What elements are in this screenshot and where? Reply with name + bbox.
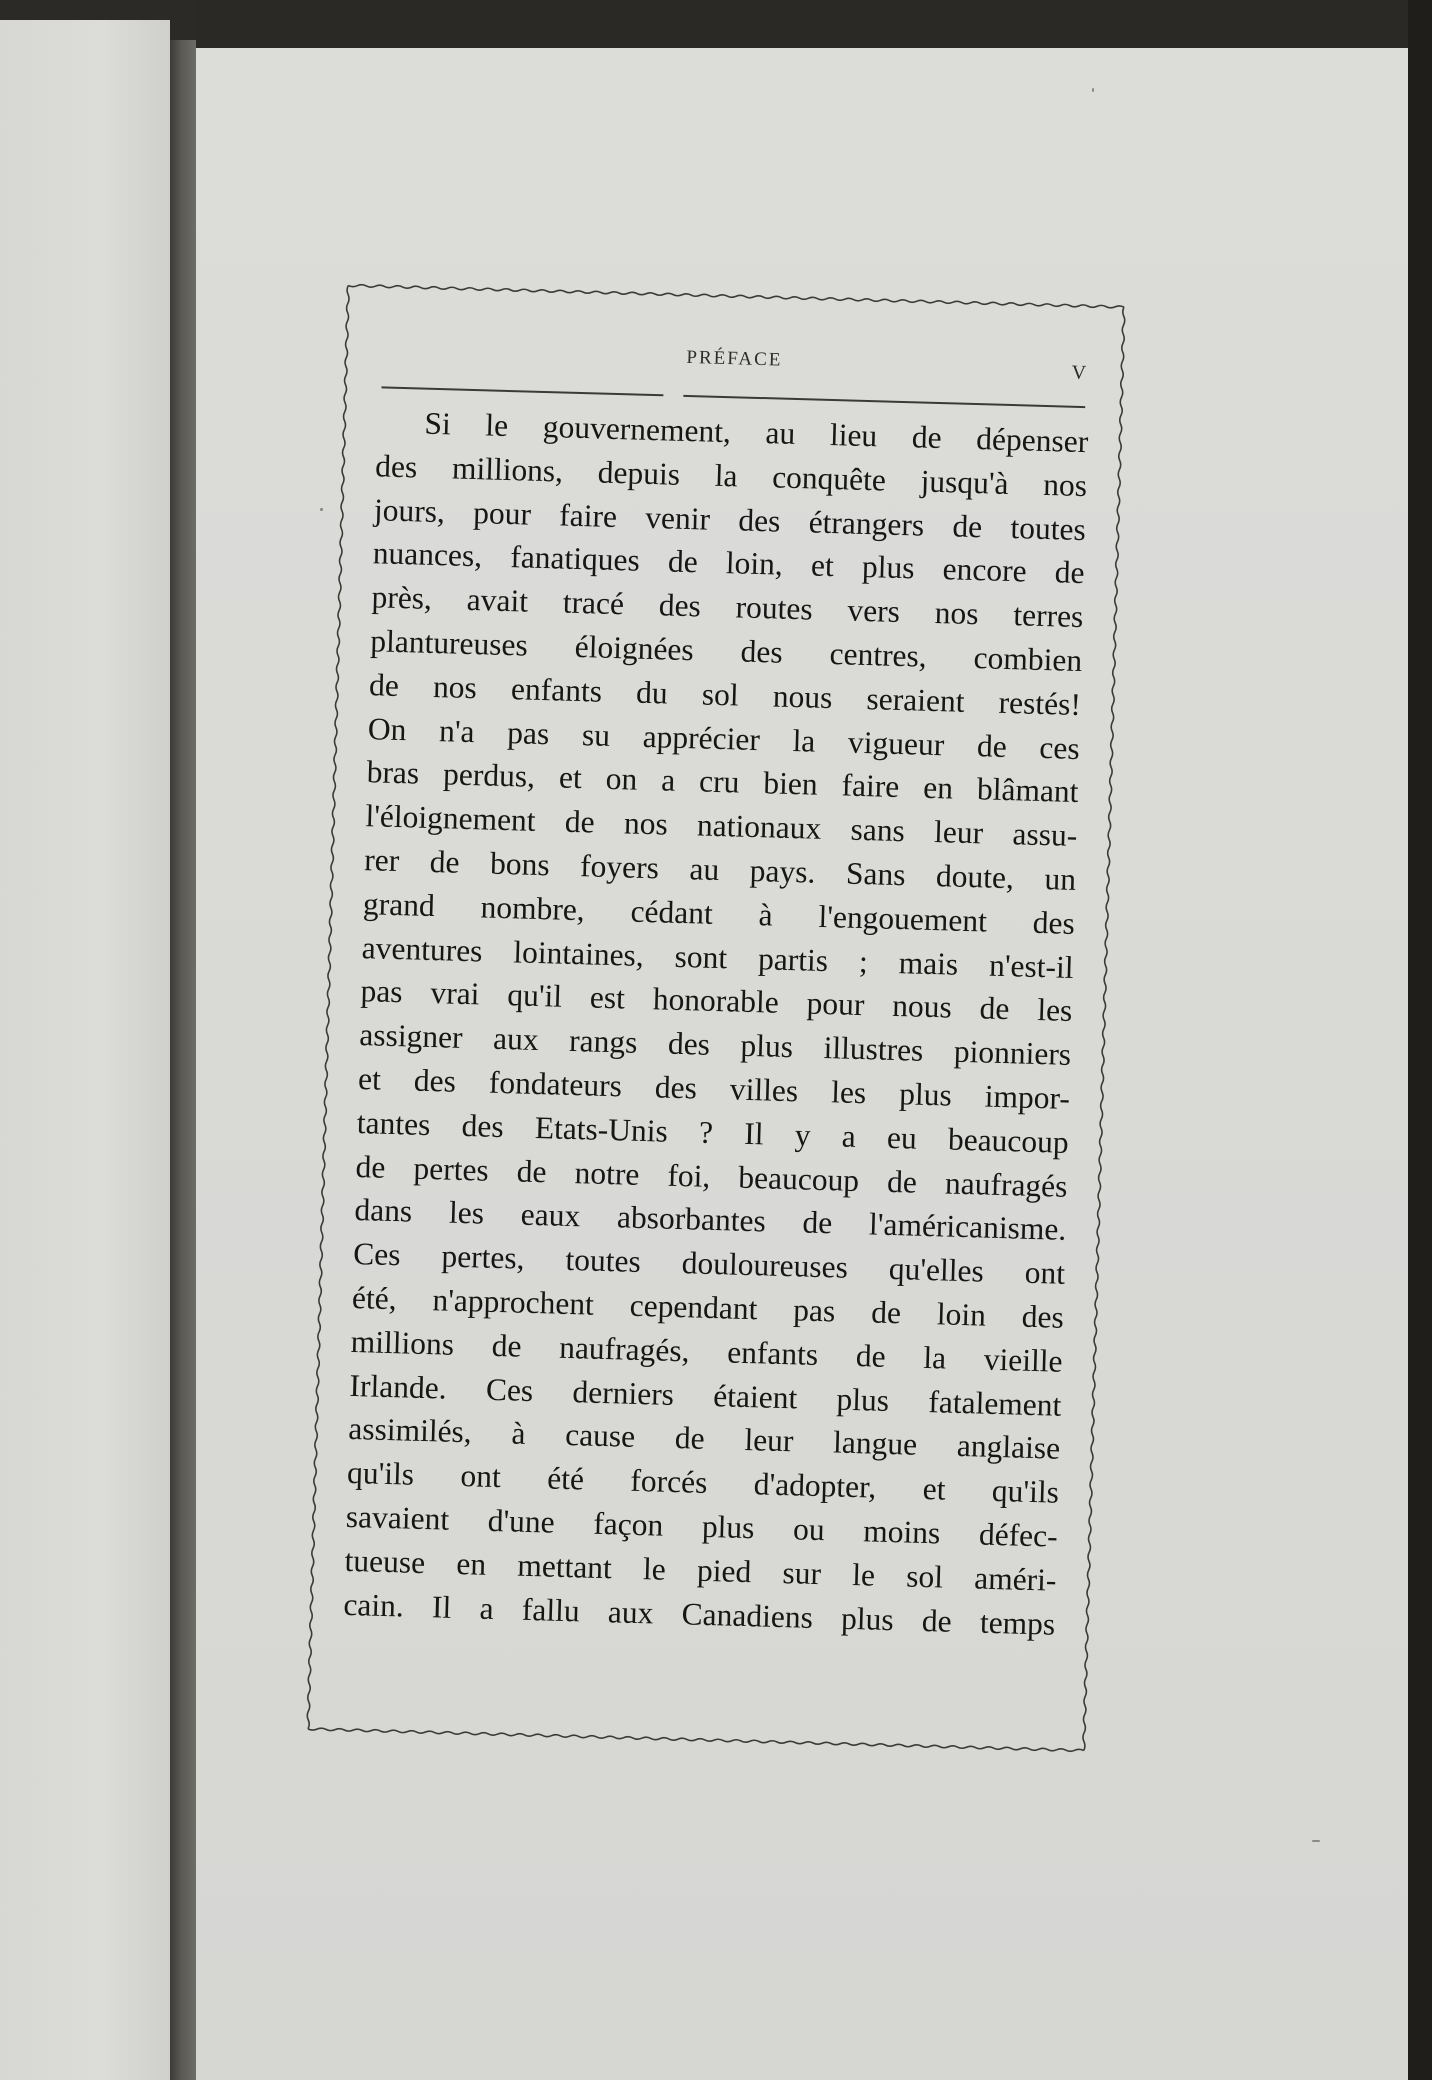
text-line: On n'a pas su apprécier la vigueur de ces (367, 710, 1081, 766)
text-line: assigner aux rangs des plus illustres pionniers (358, 1017, 1072, 1073)
book-gutter (170, 40, 196, 2080)
facing-page-edge (0, 20, 170, 2080)
text-line: dans les eaux absorbantes de l'américanisme. (354, 1192, 1067, 1248)
scan-background-right (1408, 0, 1432, 2080)
text-line: rer de bons foyers au pays. Sans doute, un (363, 842, 1077, 897)
text-line: près, avait tracé des routes vers nos terres (371, 579, 1084, 635)
text-line: jours, pour faire venir des étrangers de toutes (373, 491, 1087, 547)
text-line: l'éloignement de nos nationaux sans leur assu- (365, 798, 1078, 854)
running-head-title: PRÉFACE (686, 346, 783, 371)
text-line: été, n'approchent cependant pas de loin des (351, 1279, 1065, 1335)
text-line: nuances, fanatiques de loin, et plus encore de (372, 535, 1086, 591)
text-line: Ces pertes, toutes douloureuses qu'elles ont (352, 1236, 1066, 1291)
text-line: assimilés, à cause de leur langue anglaise (347, 1411, 1061, 1467)
text-line: Irlande. Ces derniers étaient plus fatalement (349, 1367, 1062, 1423)
text-line: pas vrai qu'il est honorable pour nous de les (360, 973, 1073, 1029)
text-line: et des fondateurs des villes les plus impor- (357, 1060, 1071, 1116)
text-line: aventures lointaines, sont partis ; mais n'est-il (361, 929, 1075, 985)
page-number: V (1071, 361, 1087, 385)
text-line: cain. Il a fallu aux Canadiens plus de temps (343, 1586, 1056, 1642)
text-line: de nos enfants du sol nous seraient restés! (368, 666, 1082, 722)
text-line: de pertes de notre foi, beaucoup de naufragés (355, 1148, 1068, 1204)
text-frame (304, 281, 1128, 1754)
text-line: des millions, depuis la conquête jusqu'à nos (374, 448, 1088, 503)
scan-background-top (196, 0, 1432, 48)
page-speck (1092, 88, 1094, 92)
body-text (343, 400, 1089, 1646)
page-speck (320, 508, 323, 511)
text-line: tantes des Etats-Unis ? Il y a eu beaucoup (356, 1104, 1070, 1160)
text-line: Si le gouvernement, au lieu de dépenser (424, 405, 1089, 460)
text-line: plantureuses éloignées des centres, combien (369, 623, 1083, 679)
page-speck (1312, 1840, 1320, 1842)
text-line: bras perdus, et on a cru bien faire en blâmant (366, 754, 1079, 810)
text-line: savaient d'une façon plus ou moins défec- (345, 1498, 1059, 1554)
text-line: tueuse en mettant le pied sur le sol améri- (344, 1542, 1057, 1598)
text-line: grand nombre, cédant à l'engouement des (362, 885, 1076, 941)
text-line: qu'ils ont été forcés d'adopter, et qu'ils (346, 1455, 1060, 1510)
text-line: millions de naufragés, enfants de la vieille (350, 1323, 1064, 1379)
